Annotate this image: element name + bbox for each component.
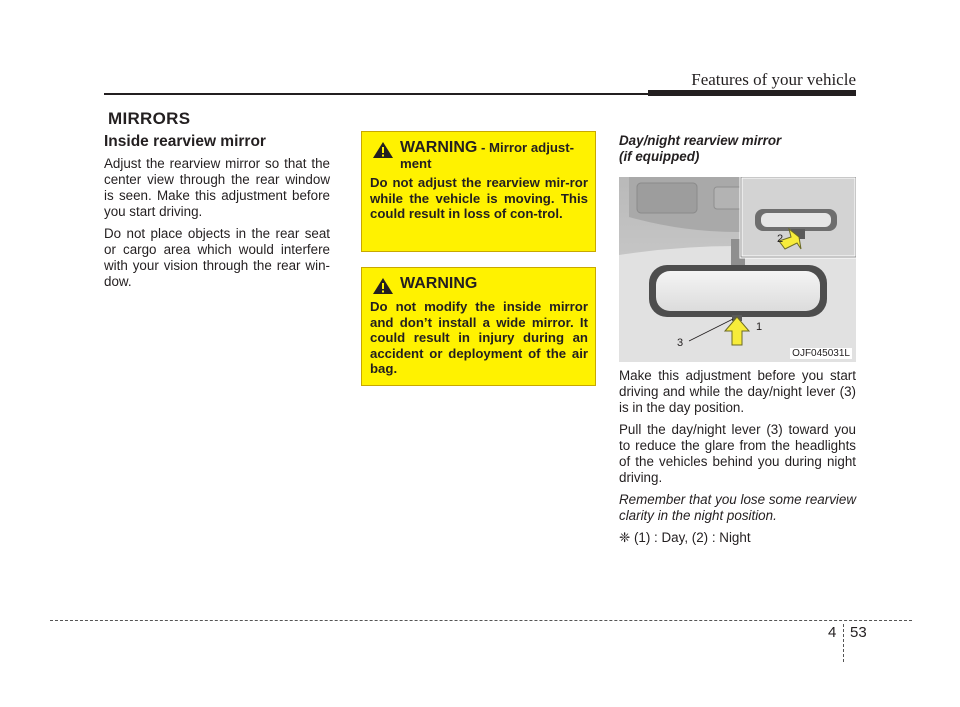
warning-box-mirror-adjustment: [361, 131, 596, 252]
paragraph: Pull the day/night lever (3) toward you to reduce the glare from the headlights of the vehicles behind you during night driving.: [619, 422, 856, 485]
header-title: Features of your vehicle: [691, 70, 856, 89]
page-number: 53: [850, 624, 867, 641]
reference-symbol-icon: ❈: [619, 530, 631, 545]
warning-label: WARNING: [400, 139, 478, 156]
warning-label: WARNING: [400, 275, 478, 292]
callout-1: 1: [756, 321, 763, 333]
warning-triangle-icon: [372, 277, 394, 295]
subsection-heading: Inside rearview mirror: [104, 133, 266, 150]
column-right-body: [619, 368, 856, 552]
reference-text: (1) : Day, (2) : Night: [633, 530, 751, 545]
rearview-mirror-figure: [619, 177, 856, 362]
note-paragraph: Remember that you lose some rearview clarity in the night position.: [619, 492, 856, 523]
header-rule-accent: [648, 90, 856, 96]
rearview-mirror-illustration: [619, 177, 856, 362]
figure-code: OJF045031L: [792, 348, 850, 359]
warning-header: [370, 276, 588, 295]
warning-title: [400, 140, 588, 171]
subsection-heading-line1: Day/night rearview mirror: [619, 133, 782, 148]
paragraph: Do not place objects in the rear seat or cargo area which would interfere with your vision through the rear win-dow.: [104, 226, 330, 289]
subsection-heading: [619, 133, 856, 165]
warning-text: Do not adjust the rearview mir-ror while the vehicle is moving. This could result in loss of con-trol.: [370, 175, 588, 221]
warning-text: Do not modify the inside mirror and don’t install a wide mirror. It could result in injury during an accident or deployment of the air bag.: [370, 299, 588, 376]
page-number-divider: [843, 624, 845, 662]
warning-triangle-icon: [372, 141, 394, 159]
paragraph: Make this adjustment before you start driving and while the day/night lever (3) is in the day position.: [619, 368, 856, 415]
paragraph: Adjust the rearview mirror so that the center view through the rear window is seen. Make this adjustment before you start driving.: [104, 156, 330, 219]
callout-2: 2: [777, 233, 784, 245]
callout-3: 3: [677, 337, 684, 349]
subsection-heading-line2: (if equipped): [619, 149, 700, 164]
warning-box-mirror-modification: [361, 267, 596, 386]
chapter-number: 4: [828, 624, 837, 641]
footer-rule: [50, 620, 912, 621]
reference-line: [619, 530, 856, 546]
column-right: [619, 133, 856, 173]
section-title: MIRRORS: [108, 109, 191, 128]
warning-subtitle: - Mirror adjust-ment: [400, 140, 575, 171]
column-left: [104, 134, 330, 296]
warning-header: [370, 140, 588, 171]
